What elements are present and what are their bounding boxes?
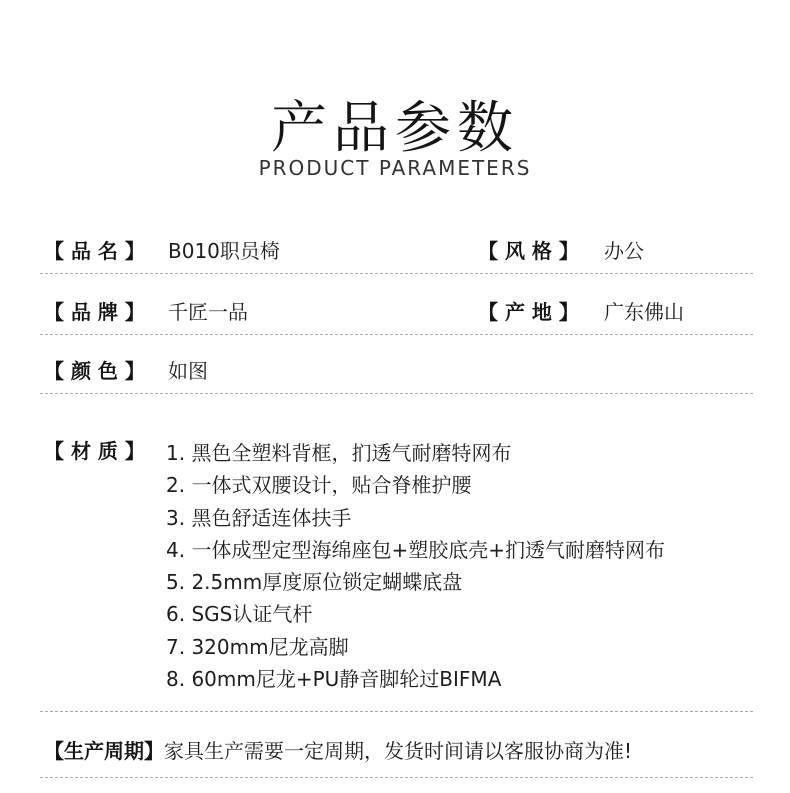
section-divider: [40, 711, 753, 712]
material-item: 1. 黑色全塑料背框，扪透气耐磨特网布: [166, 441, 512, 465]
row-divider: [40, 273, 753, 274]
row-divider: [40, 334, 753, 335]
product-name-label: 【 品 名 】: [44, 239, 145, 263]
row-divider: [40, 393, 753, 394]
origin-value: 广东佛山: [604, 300, 684, 324]
product-name-value: B010职员椅: [168, 239, 280, 263]
material-item: 5. 2.5mm厚度原位锁定蝴蝶底盘: [166, 570, 463, 595]
brand-value: 千匠一品: [168, 300, 248, 324]
origin-label: 【 产 地 】: [478, 300, 579, 324]
material-item: 8. 60mm尼龙+PU静音脚轮过BIFMA: [166, 667, 502, 692]
brand-label: 【 品 牌 】: [44, 300, 145, 324]
material-item: 2. 一体式双腰设计，贴合脊椎护腰: [166, 473, 472, 498]
page-subtitle: PRODUCT PARAMETERS: [258, 156, 532, 180]
material-item: 6. SGS认证气杆: [166, 602, 313, 627]
material-list: [166, 437, 665, 695]
style-label: 【 风 格 】: [478, 239, 579, 263]
material-item: 4. 一体成型定型海绵座包+塑胶底壳+扪透气耐磨特网布: [166, 537, 665, 562]
page-title: 产品参数: [271, 96, 519, 161]
material-label: 【 材 质 】: [44, 439, 145, 463]
style-value: 办公: [604, 239, 644, 263]
material-item: 3. 黑色舒适连体扶手: [166, 505, 352, 530]
color-label: 【 颜 色 】: [44, 359, 145, 383]
production-period-label: 【生产周期】: [44, 739, 164, 763]
production-period-text: 家具生产需要一定周期，发货时间请以客服协商为准!: [164, 739, 633, 763]
production-note: [44, 735, 632, 764]
bottom-divider: [40, 777, 753, 778]
material-item: 7. 320mm尼龙高脚: [166, 634, 349, 659]
color-value: 如图: [168, 359, 208, 383]
